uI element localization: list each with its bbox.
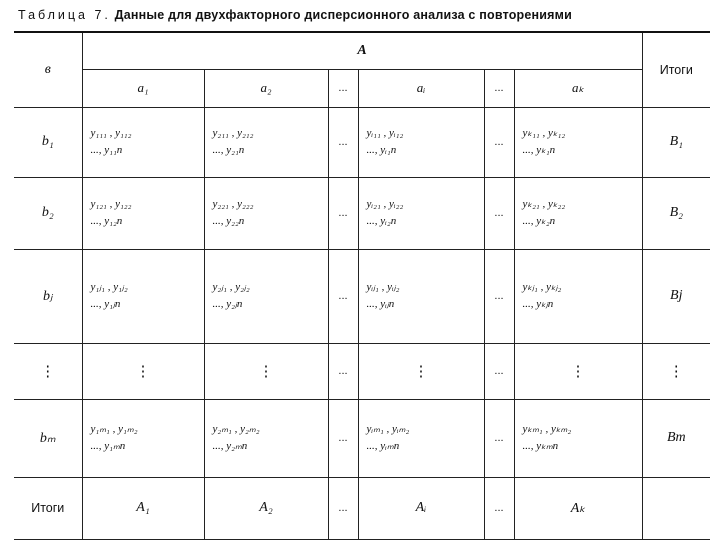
totals-row [14, 477, 710, 539]
header-col-ak: aₖ [514, 69, 642, 107]
row-label: bₘ [14, 399, 82, 477]
table-caption [18, 8, 708, 22]
table-title: Данные для двухфакторного дисперсионного анализа с повторениями [114, 8, 573, 22]
data-cell: yᵢₘ₁ , yᵢₘ₂ ..., yᵢₘn [358, 399, 484, 477]
ellipsis-cell: ... [484, 399, 514, 477]
ellipsis-cell: ... [328, 399, 358, 477]
table-row [14, 399, 710, 477]
ellipsis-cell: ... [328, 107, 358, 177]
table-number: Таблица 7. [18, 8, 111, 22]
vertical-ellipsis-cell: ⋮ [82, 343, 204, 399]
data-cell: yₖₘ₁ , yₖₘ₂ ..., yₖₘn [514, 399, 642, 477]
row-label: bⱼ [14, 249, 82, 343]
header-row-levels [14, 69, 710, 107]
ellipsis-cell: ... [328, 177, 358, 249]
header-col-ellipsis: ... [328, 69, 358, 107]
row-total: Bj [642, 249, 710, 343]
column-total: A₁ [82, 477, 204, 539]
vertical-ellipsis-cell: ⋮ [358, 343, 484, 399]
anova-data-table [14, 31, 710, 540]
data-cell: yₖ₂₁ , yₖ₂₂ ..., yₖ₂n [514, 177, 642, 249]
ellipsis-cell: ... [484, 343, 514, 399]
row-label: b₂ [14, 177, 82, 249]
header-row-factor [14, 32, 710, 69]
header-col-a1: a₁ [82, 69, 204, 107]
row-total: B₂ [642, 177, 710, 249]
header-factor-a: A [82, 32, 642, 69]
data-cell: yₖ₁₁ , yₖ₁₂ ..., yₖ₁n [514, 107, 642, 177]
ellipsis-cell: ... [484, 177, 514, 249]
ellipsis-cell: ... [484, 107, 514, 177]
data-cell: y₁ⱼ₁ , y₁ⱼ₂ ..., y₁ⱼn [82, 249, 204, 343]
data-cell: y₂₁₁ , y₂₁₂ ..., y₂₁n [204, 107, 328, 177]
data-cell: yᵢⱼ₁ , yᵢⱼ₂ ..., yᵢⱼn [358, 249, 484, 343]
data-cell: yₖⱼ₁ , yₖⱼ₂ ..., yₖⱼn [514, 249, 642, 343]
table-row [14, 249, 710, 343]
data-cell: y₂ₘ₁ , y₂ₘ₂ ..., y₂ₘn [204, 399, 328, 477]
row-label: b₁ [14, 107, 82, 177]
table-row [14, 107, 710, 177]
column-total: Aₖ [514, 477, 642, 539]
table-row-continuation [14, 343, 710, 399]
vertical-ellipsis-cell: ⋮ [514, 343, 642, 399]
column-total: A₂ [204, 477, 328, 539]
row-total: Bm [642, 399, 710, 477]
data-cell: yᵢ₁₁ , yᵢ₁₂ ..., yᵢ₁n [358, 107, 484, 177]
data-cell: yᵢ₂₁ , yᵢ₂₂ ..., yᵢ₂n [358, 177, 484, 249]
header-col-a2: a₂ [204, 69, 328, 107]
row-total: ⋮ [642, 343, 710, 399]
totals-label: Итоги [14, 477, 82, 539]
data-cell: y₂₂₁ , y₂₂₂ ..., y₂₂n [204, 177, 328, 249]
header-factor-b: в [14, 32, 82, 107]
header-totals: Итоги [642, 32, 710, 107]
ellipsis-cell: ... [328, 477, 358, 539]
data-cell: y₂ⱼ₁ , y₂ⱼ₂ ..., y₂ⱼn [204, 249, 328, 343]
ellipsis-cell: ... [484, 477, 514, 539]
header-col-ellipsis: ... [484, 69, 514, 107]
grand-total-cell [642, 477, 710, 539]
ellipsis-cell: ... [328, 343, 358, 399]
column-total: Aᵢ [358, 477, 484, 539]
table-row [14, 177, 710, 249]
ellipsis-cell: ... [484, 249, 514, 343]
data-cell: y₁₁₁ , y₁₁₂ ..., y₁₁n [82, 107, 204, 177]
data-cell: y₁ₘ₁ , y₁ₘ₂ ..., y₁ₘn [82, 399, 204, 477]
row-label: ⋮ [14, 343, 82, 399]
data-cell: y₁₂₁ , y₁₂₂ ..., y₁₂n [82, 177, 204, 249]
ellipsis-cell: ... [328, 249, 358, 343]
vertical-ellipsis-cell: ⋮ [204, 343, 328, 399]
row-total: B₁ [642, 107, 710, 177]
header-col-ai: aᵢ [358, 69, 484, 107]
